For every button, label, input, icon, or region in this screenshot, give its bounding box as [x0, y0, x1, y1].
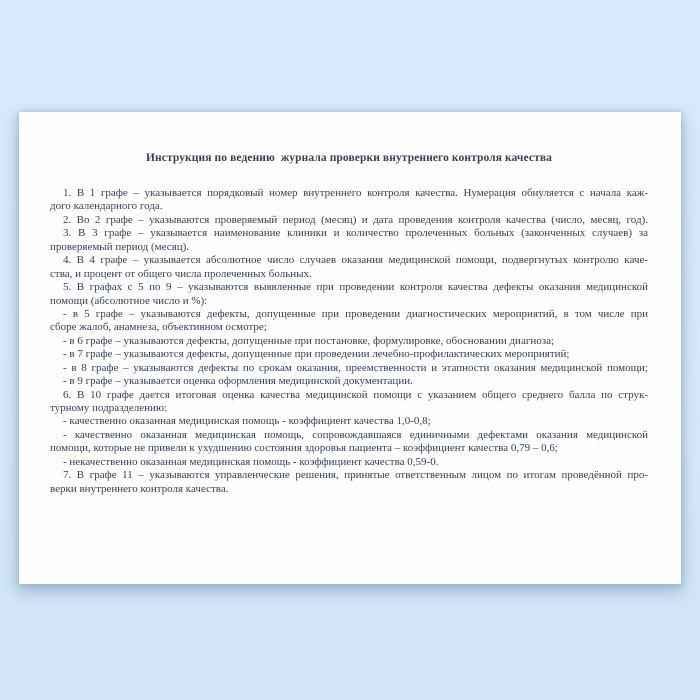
document-line: верки внутреннего контроля качества.	[50, 482, 229, 495]
document-line: 3. В 3 графе – указывается наименование клиники и количество пролеченных больных (законченных случаев) за	[63, 227, 648, 240]
document-line: 6. В 10 графе дается итоговая оценка качества медицинской помощи с указанием общего среднего балла по струк-	[63, 388, 648, 401]
document-line: - в 6 графе – указываются дефекты, допущенные при постановке, формулировке, обосновании диагноза;	[63, 334, 555, 347]
document-line: турному подразделению:	[50, 402, 168, 414]
document-line: помощи (абсолютное число и %):	[50, 294, 208, 307]
document-title: Инструкция по ведению журнала проверки внутреннего контроля качества	[146, 152, 552, 164]
document-body	[50, 187, 648, 496]
document-line: 2. Во 2 графе – указываются проверяемый период (месяц) и дата проведения контроля качества (число, месяц, год).	[63, 213, 648, 226]
document-line: - некачественно оказанная медицинская помощь - коэффициент качества 0,59-0.	[63, 455, 439, 468]
document-line: 1. В 1 графе – указывается порядковый номер внутреннего контроля качества. Нумерация обнуляется с начала каж-	[63, 187, 648, 199]
document-line: 5. В графах с 5 по 9 – указываются выявленные при проведении контроля качества дефекты оказания медицинской	[63, 281, 648, 294]
document-line: - в 5 графе – указываются дефекты, допущенные при проведении диагностических мероприятий, в том числе при	[63, 307, 648, 320]
document-line: - качественно оказанная медицинская помощь - коэффициент качества 1,0-0,8;	[63, 415, 431, 428]
document-line: проверяемый период (месяц).	[50, 240, 190, 253]
document-line: сборе жалоб, анамнеза, объективном осмотре;	[50, 321, 267, 334]
document-line: 4. В 4 графе – указывается абсолютное число случаев оказания медицинской помощи, подвергнутых контролю каче-	[63, 254, 648, 267]
document-line: - качественно оказанная медицинская помощь, сопровождавшаяся единичными дефектами оказания медицинской	[63, 428, 648, 441]
document-line: - в 7 графе – указываются дефекты, допущенные при проведении лечебно-профилактических мероприятий;	[63, 348, 570, 361]
document-line: - в 9 графе – указывается оценка оформления медицинской документации.	[63, 375, 413, 388]
document-line: - в 8 графе – указываются дефекты по срокам оказания, преемственности и этапности оказания медицинской помощи;	[63, 361, 648, 374]
document-page	[19, 112, 681, 584]
document-line: ства, и процент от общего числа пролеченных больных.	[50, 267, 312, 280]
document-line: дого календарного года.	[50, 200, 163, 213]
document-line: помощи, которые не привели к ухудшению состояния здоровья пациента – коэффициент качества 0,79 – 0,6;	[50, 442, 558, 455]
document-line: 7. В графе 11 – указываются управленческие решения, принятые ответственным лицом по итогам проведённой про-	[63, 469, 648, 482]
